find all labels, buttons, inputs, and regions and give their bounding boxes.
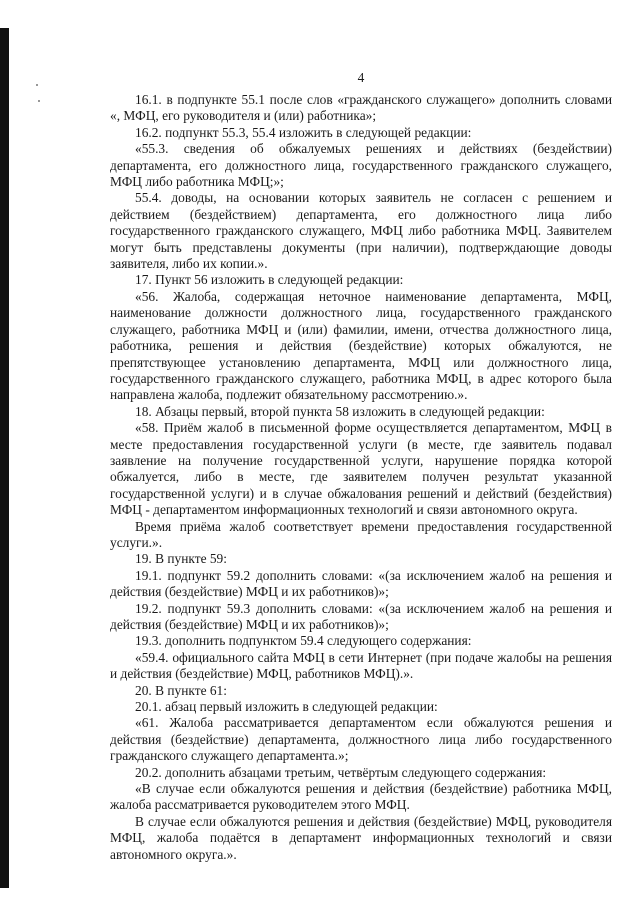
paragraph: 20. В пункте 61: [135, 682, 227, 698]
scan-edge-shadow [0, 28, 9, 888]
paragraph: 18. Абзацы первый, второй пункта 58 изложить в следующей редакции: [135, 403, 545, 419]
page-number: 4 [357, 70, 365, 85]
paragraph: 16.2. подпункт 55.3, 55.4 изложить в следующей редакции: [135, 124, 472, 140]
scan-speck [38, 100, 40, 102]
paragraph: Время приёма жалоб соответствует времени предоставления государственной услуги.». [110, 518, 612, 550]
paragraph: «55.3. сведения об обжалуемых решениях и действиях (бездействии) департамента, его должностного лица, государственного гражданского служащего, МФЦ либо работника МФЦ;»; [110, 141, 612, 190]
paragraph: «В случае если обжалуются решения и действия (бездействие) работника МФЦ, жалоба рассматривается руководителем этого МФЦ. [110, 781, 612, 813]
paragraph: 20.1. абзац первый изложить в следующей редакции: [135, 699, 438, 715]
document-body [110, 92, 612, 863]
scan-edge-mark [0, 130, 5, 132]
scan-edge-mark [0, 470, 5, 472]
paragraph: 19.2. подпункт 59.3 дополнить словами: «(за исключением жалоб на решения и действия (бездействие) МФЦ и их работников)»; [110, 600, 612, 632]
paragraph: «59.4. официального сайта МФЦ в сети Интернет (при подаче жалобы на решения и действия (бездействие) МФЦ, работников МФЦ).». [110, 649, 612, 682]
paragraph: 20.2. дополнить абзацами третьим, четвёртым следующего содержания: [135, 764, 547, 780]
paragraph: «61. Жалоба рассматривается департаментом если обжалуются решения и действия (бездействие) департамента, должностного лица либо государственного гражданского служащего департамента.»; [110, 715, 612, 764]
paragraph: «58. Приём жалоб в письменной форме осуществляется департаментом, МФЦ в месте предоставления государственной услуги (в месте, где заявитель подавал заявление на получение государственной услуги, нарушение порядка которой обжалуется, либо в месте, где заявителем получен результат указанной государственной услуги) и в случае обжалования решений и действий (бездействия) МФЦ - департаментом информационных технологий и связи автономного округа. [110, 420, 612, 518]
paragraph: «56. Жалоба, содержащая неточное наименование департамента, МФЦ, наименование должности должностного лица, государственного гражданского служащего, работника МФЦ и (или) фамилии, имени, отчества должностного лица, работника, решения и действия (бездействие) которых обжалуются, не препятствующее установлению департамента, МФЦ или должностного лица, государственного гражданского служащего, работника МФЦ, в адрес которого была направлена жалоба, подлежит обязательному рассмотрению.». [110, 288, 612, 403]
paragraph: 16.1. в подпункте 55.1 после слов «гражданского служащего» дополнить словами «, МФЦ, его руководителя и (или) работника»; [110, 92, 612, 124]
paragraph: 55.4. доводы, на основании которых заявитель не согласен с решением и действием (бездействием) департамента, его должностного лица либо государственного гражданского служащего, МФЦ либо работника МФЦ. Заявителем могут быть представлены документы (при наличии), подтверждающие доводы заявителя, либо их копии.». [110, 190, 612, 272]
paragraph: 19.1. подпункт 59.2 дополнить словами: «(за исключением жалоб на решения и действия (бездействие) МФЦ и их работников)»; [110, 567, 612, 600]
paragraph: 17. Пункт 56 изложить в следующей редакции: [135, 272, 404, 288]
paragraph: В случае если обжалуются решения и действия (бездействие) МФЦ, руководителя МФЦ, жалоба подаётся в департамент информационных технологий и связи автономного округа.». [110, 813, 612, 862]
scan-speck [36, 84, 38, 86]
paragraph: 19. В пункте 59: [135, 551, 227, 567]
paragraph: 19.3. дополнить подпунктом 59.4 следующего содержания: [135, 633, 472, 649]
